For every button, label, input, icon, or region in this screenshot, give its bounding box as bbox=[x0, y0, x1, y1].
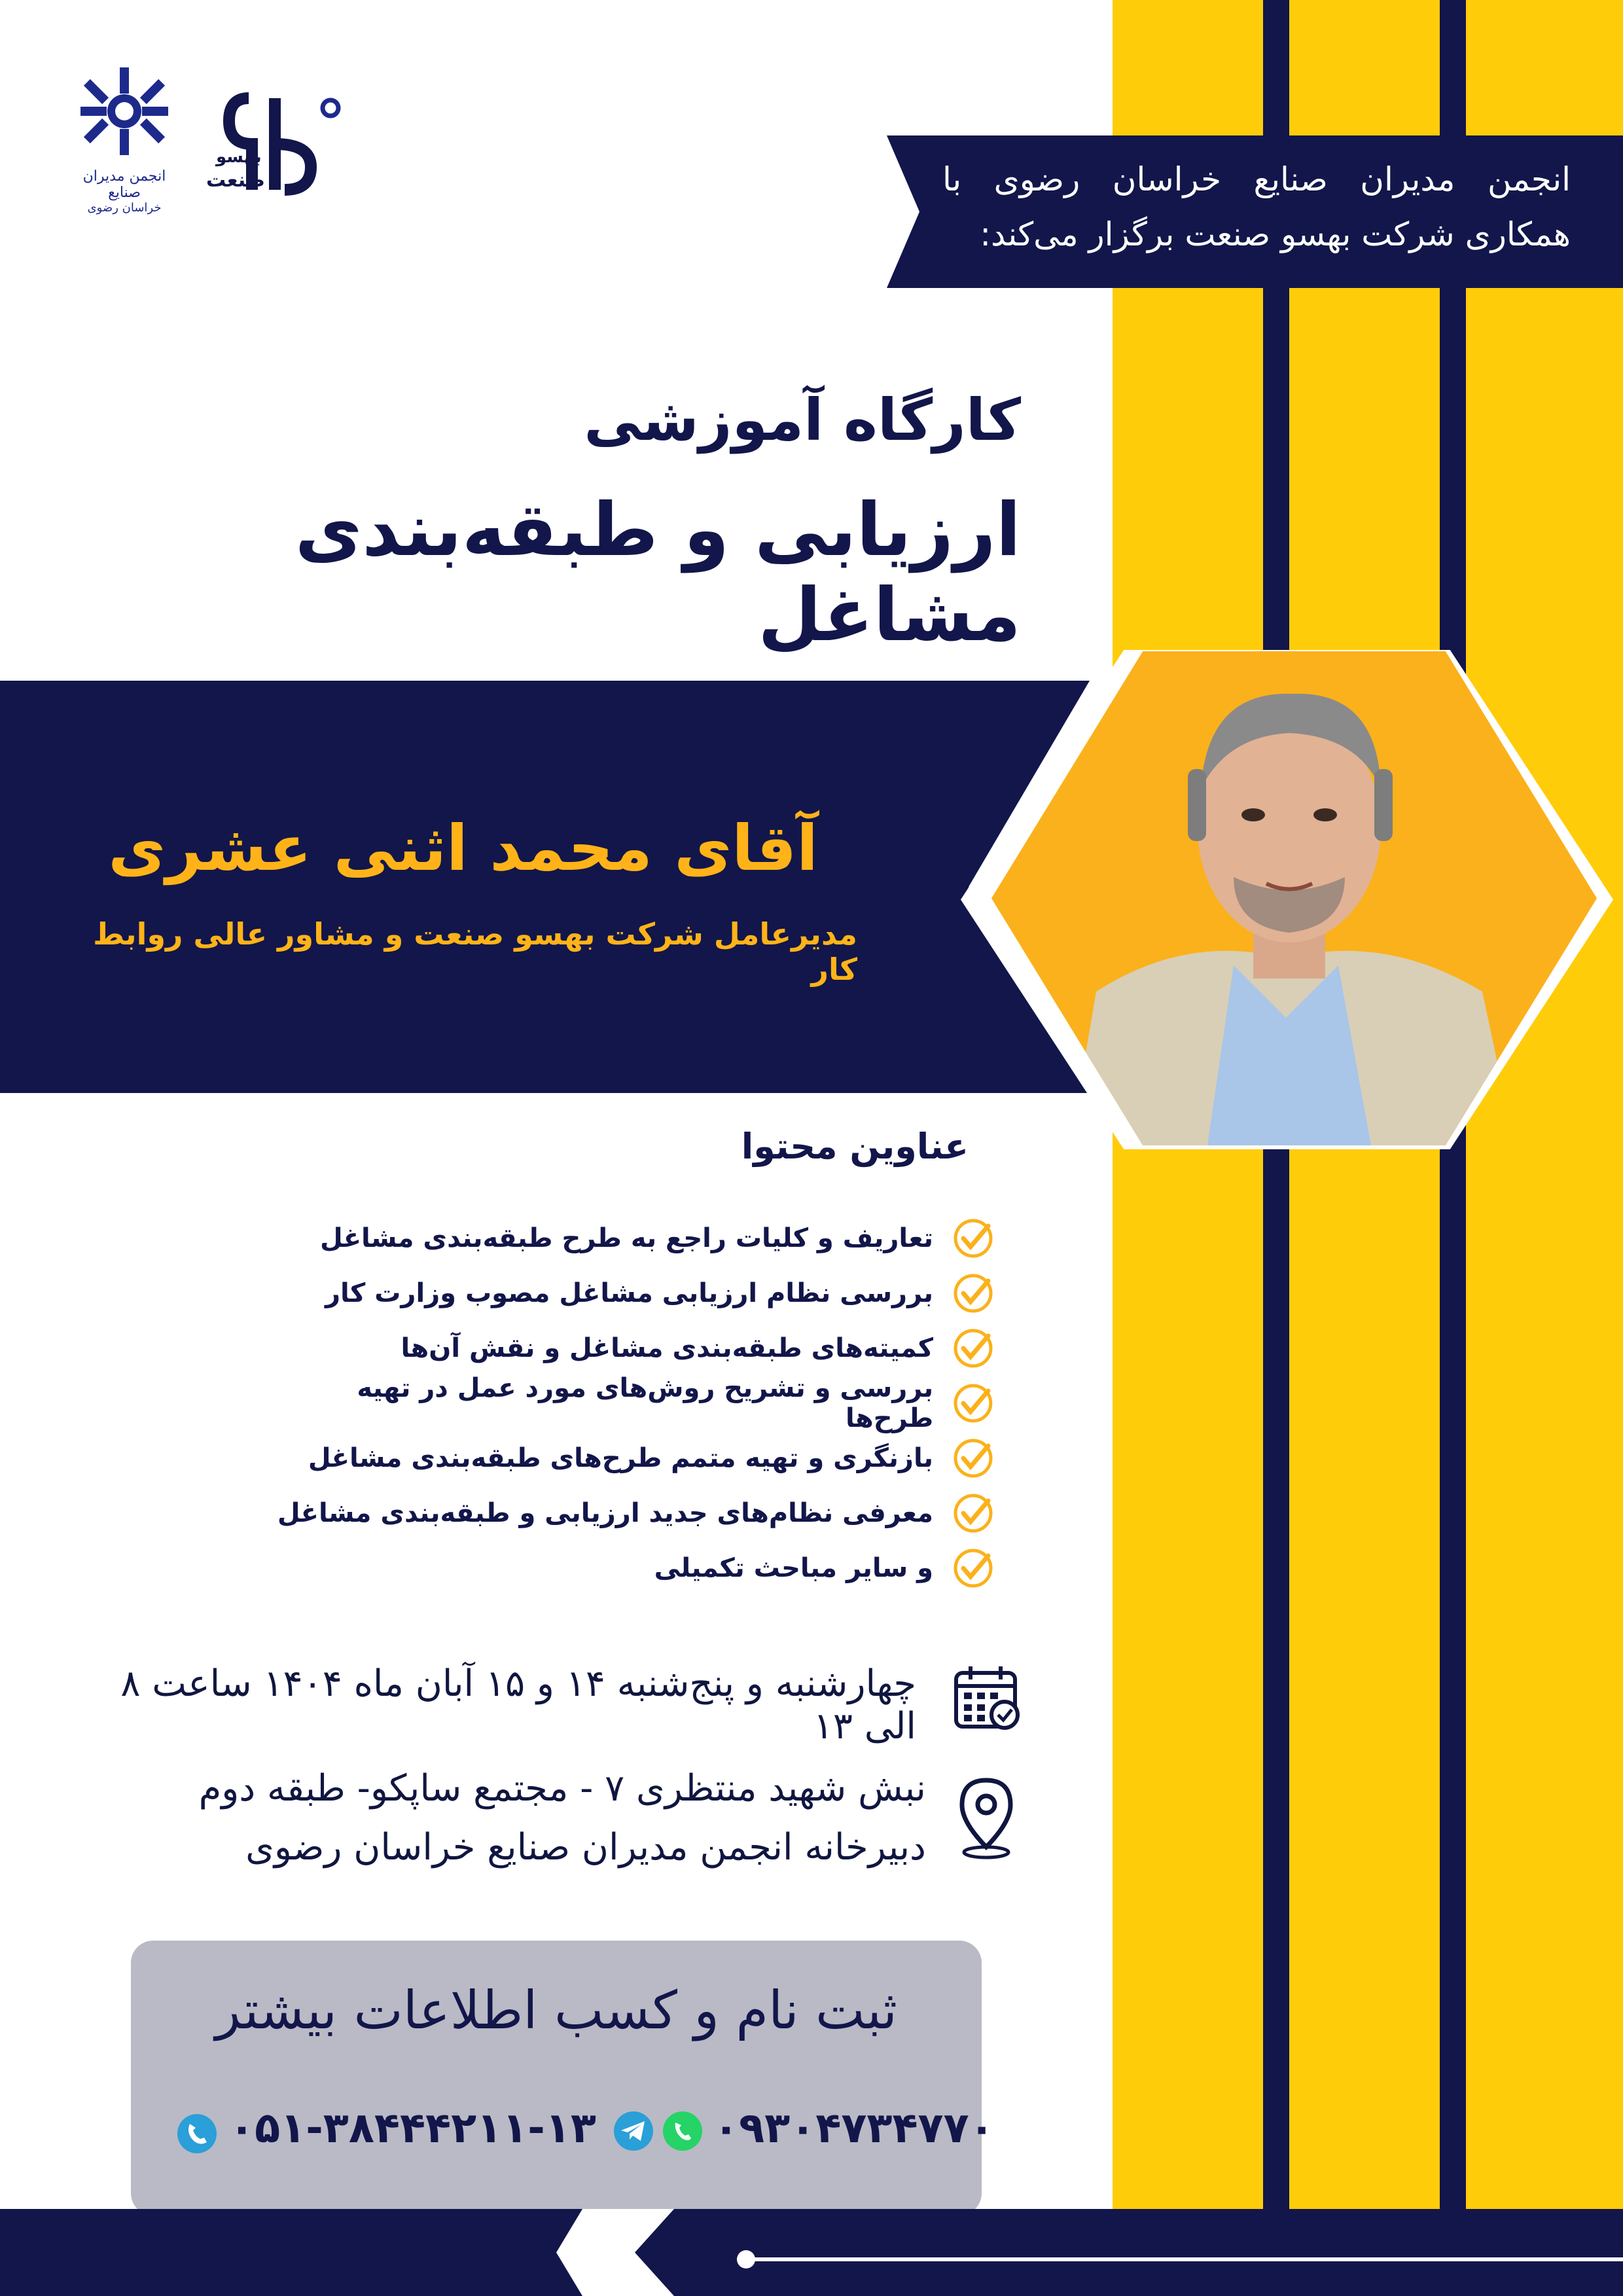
topic-text: بررسی و تشریح روش‌های مورد عمل در تهیه طرح‌ها bbox=[357, 1373, 934, 1433]
list-item bbox=[262, 1373, 995, 1433]
location-line-2: دبیرخانه انجمن مدیران صنایع خراسان رضوی bbox=[245, 1826, 926, 1869]
topic-text: بازنگری و تهیه متمم طرح‌های طبقه‌بندی مشاغل bbox=[308, 1443, 933, 1473]
topic-list bbox=[262, 1211, 995, 1596]
speaker-role: مدیرعامل شرکت بهسو صنعت و مشاور عالی روابط کار bbox=[93, 916, 857, 987]
association-logo bbox=[69, 62, 180, 226]
whatsapp-icon[interactable] bbox=[661, 2109, 704, 2153]
check-icon bbox=[952, 1437, 995, 1480]
list-item bbox=[262, 1431, 995, 1486]
behsu-logo-text-2: صنعت bbox=[206, 169, 265, 192]
speaker-band bbox=[0, 681, 1090, 1093]
topic-text: تعاریف و کلیات راجع به طرح طبقه‌بندی مشاغل bbox=[319, 1223, 933, 1253]
location-line-1: نبش شهید منتظری ۷ - مجتمع ساپکو- طبقه دوم bbox=[198, 1767, 926, 1810]
mobile-number[interactable]: ۰۹۳۰۴۷۳۴۷۷۰ bbox=[713, 2104, 995, 2153]
behsu-logo-text-1: بهسو bbox=[216, 147, 262, 167]
list-item bbox=[262, 1321, 995, 1376]
bottom-line bbox=[746, 2257, 1623, 2261]
location-pin-icon bbox=[955, 1775, 1017, 1860]
bottom-bar bbox=[0, 2209, 1623, 2296]
phone-icon[interactable] bbox=[175, 2112, 219, 2155]
stripe-yellow-3 bbox=[1466, 0, 1623, 2296]
organizer-text: انجمن مدیران صنایع خراسان رضوی با همکاری شرکت بهسو صنعت برگزار می‌کند: bbox=[942, 160, 1571, 253]
check-icon bbox=[952, 1492, 995, 1535]
topic-text: معرفی نظام‌های جدید ارزیابی و طبقه‌بندی مشاغل bbox=[277, 1498, 933, 1528]
check-icon bbox=[952, 1547, 995, 1590]
association-logo-text-1: انجمن مدیران صنایع bbox=[82, 168, 166, 201]
calendar-icon bbox=[952, 1662, 1022, 1732]
landline-number[interactable]: ۰۵۱-۳۸۴۴۴۲۱۱-۱۳ bbox=[229, 2104, 596, 2153]
check-icon bbox=[952, 1272, 995, 1315]
telegram-icon[interactable] bbox=[612, 2109, 655, 2153]
workshop-title: کارگاه آموزشی bbox=[584, 386, 1021, 454]
list-item bbox=[262, 1541, 995, 1596]
topic-text: و سایر مباحث تکمیلی bbox=[654, 1553, 933, 1583]
check-icon bbox=[952, 1217, 995, 1260]
behsu-logo bbox=[203, 85, 360, 203]
topic-text: کمیته‌های طبقه‌بندی مشاغل و نقش آن‌ها bbox=[401, 1333, 933, 1363]
bottom-dot bbox=[737, 2250, 755, 2269]
check-icon bbox=[952, 1327, 995, 1370]
content-heading: عناوین محتوا bbox=[741, 1126, 969, 1167]
list-item bbox=[262, 1211, 995, 1266]
speaker-name: آقای محمد اثنی عشری bbox=[108, 812, 818, 885]
workshop-subject: ارزیابی و طبقه‌بندی مشاغل bbox=[294, 488, 1021, 658]
association-logo-text-2: خراسان رضوی bbox=[87, 201, 162, 215]
registration-title: ثبت نام و کسب اطلاعات بیشتر bbox=[215, 1980, 898, 2041]
topic-text: بررسی نظام ارزیابی مشاغل مصوب وزارت کار bbox=[325, 1278, 933, 1308]
association-emblem-icon bbox=[69, 62, 180, 160]
check-icon bbox=[952, 1382, 995, 1425]
event-date: چهارشنبه و پنج‌شنبه ۱۴ و ۱۵ آبان ماه ۱۴۰۴ ساعت ۸ الی ۱۳ bbox=[120, 1662, 916, 1748]
list-item bbox=[262, 1486, 995, 1541]
list-item bbox=[262, 1266, 995, 1321]
registration-box bbox=[131, 1941, 995, 2215]
